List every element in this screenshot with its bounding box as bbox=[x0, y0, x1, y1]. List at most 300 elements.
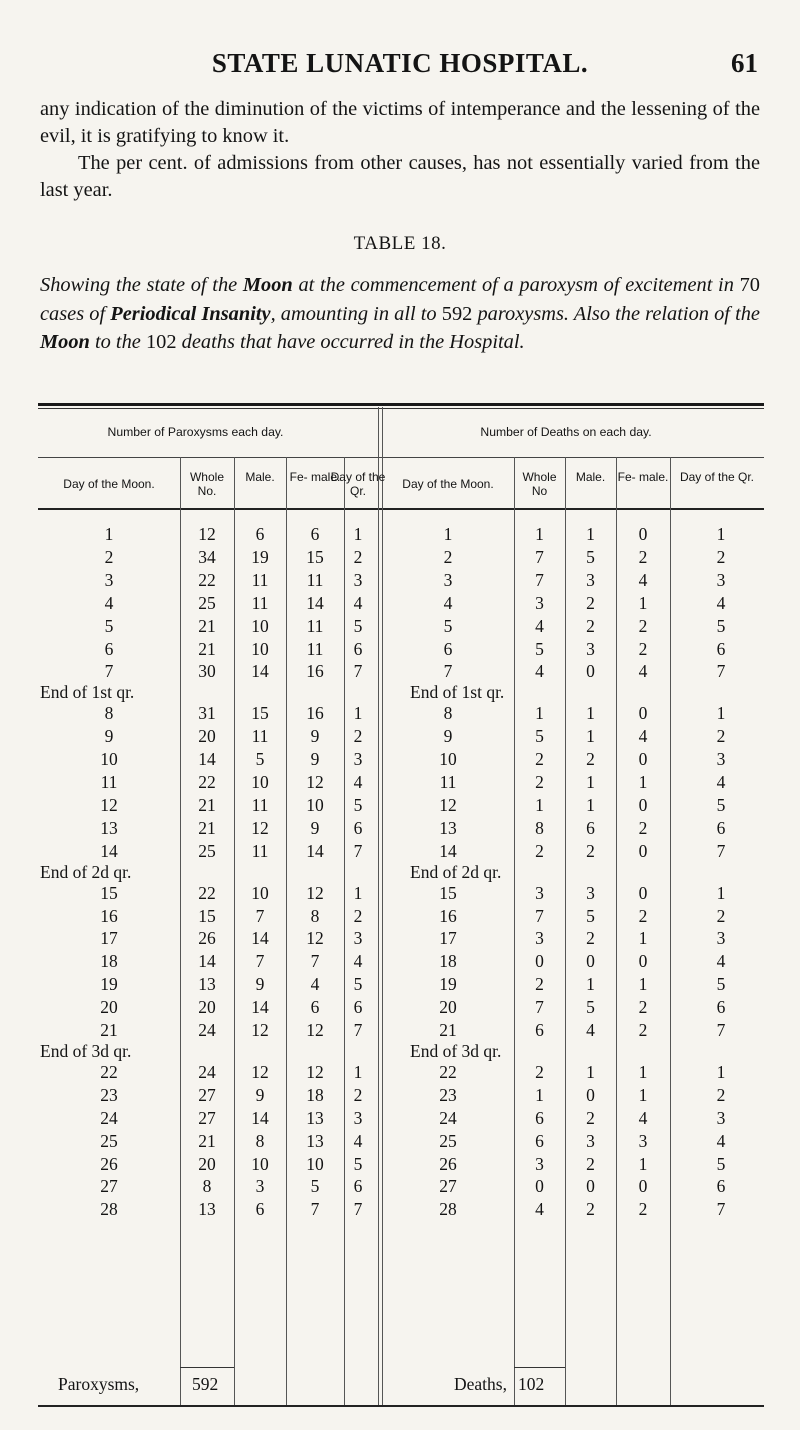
cell-left-whole-no: 15 bbox=[198, 905, 216, 926]
cell-left-male: 9 bbox=[255, 1084, 265, 1105]
cell-right-day-of-qr: 6 bbox=[716, 997, 726, 1018]
cell-right-male: 1 bbox=[586, 703, 595, 724]
cell-left-whole-no: 30 bbox=[198, 661, 216, 682]
cell-right-day-of-qr: 3 bbox=[716, 928, 726, 949]
cell-left-day-of-moon: 26 bbox=[100, 1153, 118, 1174]
cell-right-male: 1 bbox=[586, 794, 595, 815]
cell-right-whole-no: 3 bbox=[535, 592, 544, 613]
paragraph-admissions: The per cent. of admissions from other causes, has not essentially varied from the last year. bbox=[40, 152, 760, 201]
table-row bbox=[38, 794, 764, 817]
cell-right-day-of-moon: 7 bbox=[443, 661, 453, 682]
cell-right-whole-no: 2 bbox=[535, 749, 544, 770]
cell-left-day-of-qr: 6 bbox=[353, 1176, 363, 1197]
cell-right-female: 4 bbox=[638, 726, 648, 747]
total-deaths-label: Deaths, bbox=[454, 1374, 507, 1394]
caption-number: 70 bbox=[739, 274, 760, 296]
cell-left-whole-no: 24 bbox=[198, 1020, 216, 1040]
cell-left-female: 11 bbox=[306, 569, 324, 590]
cell-right-whole-no: 2 bbox=[535, 840, 544, 861]
table-row bbox=[38, 973, 764, 996]
table-rule bbox=[38, 403, 764, 406]
caption-text: Moon bbox=[40, 331, 90, 353]
caption-number: 592 bbox=[441, 302, 473, 325]
cell-left-male: 10 bbox=[251, 772, 269, 792]
cell-left-day-of-qr: 3 bbox=[353, 928, 363, 949]
cell-left-day-of-qr: 3 bbox=[353, 749, 363, 770]
cell-left-male: 14 bbox=[251, 661, 269, 682]
cell-left-day-of-moon: 20 bbox=[100, 997, 118, 1018]
cell-left-whole-no: 22 bbox=[198, 772, 216, 792]
cell-left-female: 10 bbox=[306, 1153, 324, 1174]
cell-left-male: 9 bbox=[255, 974, 265, 995]
cell-right-male: 3 bbox=[586, 569, 595, 590]
cell-left-day-of-moon: 19 bbox=[100, 974, 118, 995]
cell-right-male: 2 bbox=[586, 928, 595, 949]
cell-right-female: 1 bbox=[638, 772, 648, 792]
cell-left-whole-no: 21 bbox=[198, 1130, 216, 1151]
cell-left-day-of-moon: 23 bbox=[100, 1084, 118, 1105]
cell-left-male: 12 bbox=[251, 1061, 269, 1082]
cell-right-day-of-qr: 1 bbox=[716, 1061, 726, 1082]
cell-right-male: 4 bbox=[586, 1020, 595, 1040]
cell-right-female: 1 bbox=[638, 1153, 648, 1174]
cell-right-day-of-moon: 6 bbox=[443, 638, 453, 659]
cell-left-female: 9 bbox=[310, 726, 320, 747]
cell-left-day-of-moon: 14 bbox=[100, 840, 118, 861]
table-row bbox=[38, 1130, 764, 1153]
cell-right-day-of-qr: 7 bbox=[716, 840, 726, 861]
cell-right-female: 1 bbox=[638, 592, 648, 613]
cell-left-day-of-moon: 13 bbox=[100, 817, 118, 838]
cell-left-whole-no: 13 bbox=[198, 974, 216, 995]
quarter-end-label: End of 3d qr. bbox=[40, 1040, 132, 1061]
cell-right-day-of-qr: 2 bbox=[716, 726, 726, 747]
cell-right-male: 2 bbox=[586, 615, 595, 636]
header-right-male: Male. bbox=[575, 470, 606, 484]
table-row bbox=[38, 1153, 764, 1176]
cell-right-day-of-moon: 3 bbox=[443, 569, 453, 590]
cell-left-female: 6 bbox=[310, 997, 320, 1018]
cell-right-male: 1 bbox=[586, 1061, 595, 1082]
cell-left-whole-no: 22 bbox=[198, 569, 216, 590]
table-row bbox=[38, 1198, 764, 1221]
cell-right-day-of-qr: 7 bbox=[716, 661, 726, 682]
table-row bbox=[38, 660, 764, 683]
moon-table bbox=[38, 403, 764, 1423]
cell-left-whole-no: 21 bbox=[198, 817, 216, 838]
cell-left-whole-no: 20 bbox=[198, 1153, 216, 1174]
cell-left-day-of-qr: 4 bbox=[353, 772, 363, 792]
cell-right-day-of-qr: 1 bbox=[716, 882, 726, 903]
cell-left-male: 11 bbox=[251, 569, 269, 590]
cell-right-female: 0 bbox=[638, 882, 648, 903]
cell-right-male: 5 bbox=[586, 546, 595, 567]
cell-left-male: 15 bbox=[251, 703, 269, 724]
cell-right-male: 3 bbox=[586, 1130, 595, 1151]
cell-left-male: 11 bbox=[251, 726, 269, 747]
cell-left-whole-no: 14 bbox=[198, 951, 216, 972]
cell-left-male: 14 bbox=[251, 1107, 269, 1128]
table-rule bbox=[38, 1405, 764, 1407]
cell-left-female: 12 bbox=[306, 1020, 324, 1040]
table-row bbox=[38, 1107, 764, 1130]
cell-left-day-of-moon: 6 bbox=[104, 638, 114, 659]
table-row bbox=[38, 702, 764, 725]
cell-right-female: 0 bbox=[638, 794, 648, 815]
table-caption bbox=[40, 271, 760, 357]
header-left-day-of-moon: Day of the Moon. bbox=[63, 477, 155, 491]
cell-left-female: 14 bbox=[306, 592, 324, 613]
header-right-day-of-qr: Day of the Qr. bbox=[679, 470, 755, 484]
caption-text: Moon bbox=[242, 274, 293, 296]
cell-left-male: 7 bbox=[255, 951, 265, 972]
cell-left-female: 18 bbox=[306, 1084, 324, 1105]
caption-text: , amounting in all to bbox=[270, 302, 442, 325]
cell-right-female: 3 bbox=[638, 1130, 648, 1151]
cell-left-day-of-qr: 4 bbox=[353, 1130, 363, 1151]
cell-right-day-of-qr: 7 bbox=[716, 1020, 726, 1040]
caption-text: at the bbox=[292, 274, 351, 296]
cell-right-male: 6 bbox=[586, 817, 595, 838]
cell-right-whole-no: 1 bbox=[535, 794, 544, 815]
cell-left-day-of-qr: 5 bbox=[353, 615, 363, 636]
cell-left-male: 11 bbox=[251, 840, 269, 861]
cell-left-day-of-moon: 1 bbox=[104, 524, 114, 544]
cell-left-male: 6 bbox=[255, 524, 265, 544]
cell-right-male: 0 bbox=[586, 1084, 595, 1105]
cell-left-whole-no: 21 bbox=[198, 615, 216, 636]
cell-left-day-of-moon: 2 bbox=[104, 546, 114, 567]
cell-right-day-of-qr: 1 bbox=[716, 703, 726, 724]
cell-right-day-of-qr: 7 bbox=[716, 1199, 726, 1220]
cell-left-male: 12 bbox=[251, 1020, 269, 1040]
cell-right-day-of-moon: 1 bbox=[443, 524, 453, 544]
cell-right-whole-no: 7 bbox=[535, 905, 544, 926]
caption-number: 102 bbox=[145, 331, 177, 353]
table-rule bbox=[38, 457, 764, 458]
caption-text: paroxysm bbox=[519, 274, 598, 296]
cell-right-whole-no: 1 bbox=[535, 1084, 544, 1105]
cell-left-whole-no: 20 bbox=[198, 997, 216, 1018]
cell-right-day-of-moon: 28 bbox=[439, 1199, 457, 1220]
cell-left-day-of-qr: 7 bbox=[353, 661, 363, 682]
table-rule bbox=[38, 508, 764, 510]
total-rule bbox=[180, 1367, 234, 1368]
header-left-day-of-qr: Day of the Qr. bbox=[330, 470, 386, 498]
cell-right-day-of-moon: 5 bbox=[443, 615, 453, 636]
running-head-title: STATE LUNATIC HOSPITAL. bbox=[211, 48, 589, 78]
table-row bbox=[38, 1084, 764, 1107]
table-row bbox=[38, 546, 764, 569]
total-deaths-value: 102 bbox=[518, 1374, 545, 1394]
table-row bbox=[38, 927, 764, 950]
cell-left-female: 9 bbox=[310, 749, 320, 770]
table-title: TABLE 18. bbox=[353, 233, 447, 254]
cell-right-whole-no: 4 bbox=[535, 615, 544, 636]
cell-left-female: 14 bbox=[306, 840, 324, 861]
cell-right-day-of-qr: 6 bbox=[716, 1176, 726, 1197]
table-row bbox=[38, 950, 764, 973]
cell-right-male: 0 bbox=[586, 951, 595, 972]
cell-right-day-of-qr: 3 bbox=[716, 569, 726, 590]
cell-left-day-of-moon: 28 bbox=[100, 1199, 118, 1220]
cell-right-male: 2 bbox=[586, 840, 595, 861]
cell-right-day-of-moon: 18 bbox=[439, 951, 457, 972]
cell-right-female: 2 bbox=[638, 905, 648, 926]
cell-right-male: 2 bbox=[586, 749, 595, 770]
cell-left-female: 15 bbox=[306, 546, 324, 567]
cell-left-day-of-moon: 15 bbox=[100, 882, 118, 903]
header-left-male: Male. bbox=[245, 470, 275, 484]
cell-left-day-of-moon: 12 bbox=[100, 794, 118, 815]
cell-left-male: 14 bbox=[251, 928, 269, 949]
cell-right-whole-no: 0 bbox=[535, 1176, 544, 1197]
cell-left-female: 12 bbox=[306, 772, 324, 792]
table-row bbox=[38, 1019, 764, 1042]
cell-left-female: 9 bbox=[310, 817, 320, 838]
cell-right-female: 2 bbox=[638, 817, 648, 838]
cell-right-male: 3 bbox=[586, 638, 595, 659]
table-row bbox=[38, 905, 764, 928]
cell-right-male: 0 bbox=[586, 661, 595, 682]
cell-right-whole-no: 3 bbox=[535, 882, 544, 903]
table-row bbox=[38, 523, 764, 546]
body-text bbox=[40, 96, 760, 204]
cell-right-whole-no: 6 bbox=[535, 1020, 544, 1040]
paragraph-continued: any indication of the diminution of the victims of intemperance and the lessening of the evil, it is gratifying to know it. bbox=[40, 98, 760, 147]
cell-left-whole-no: 14 bbox=[198, 749, 216, 770]
cell-right-female: 0 bbox=[638, 749, 648, 770]
cell-left-female: 13 bbox=[306, 1107, 324, 1128]
cell-left-day-of-moon: 8 bbox=[104, 703, 114, 724]
cell-right-day-of-qr: 3 bbox=[716, 1107, 726, 1128]
cell-right-female: 4 bbox=[638, 569, 648, 590]
cell-right-male: 1 bbox=[586, 772, 595, 792]
cell-left-day-of-moon: 24 bbox=[100, 1107, 118, 1128]
cell-right-female: 4 bbox=[638, 1107, 648, 1128]
caption-text: paroxysms. Also the relation of the bbox=[472, 302, 760, 325]
cell-right-whole-no: 7 bbox=[535, 569, 544, 590]
cell-left-day-of-moon: 4 bbox=[104, 592, 114, 613]
total-rule bbox=[514, 1367, 565, 1368]
cell-left-day-of-moon: 18 bbox=[100, 951, 118, 972]
table-row bbox=[38, 1175, 764, 1198]
cell-right-day-of-moon: 4 bbox=[443, 592, 453, 613]
cell-left-female: 16 bbox=[306, 703, 324, 724]
cell-right-whole-no: 3 bbox=[535, 928, 544, 949]
cell-left-day-of-moon: 10 bbox=[100, 749, 118, 770]
cell-right-day-of-qr: 6 bbox=[716, 638, 726, 659]
cell-left-day-of-qr: 2 bbox=[353, 1084, 363, 1105]
cell-right-day-of-moon: 13 bbox=[439, 817, 457, 838]
cell-left-day-of-qr: 6 bbox=[353, 638, 363, 659]
cell-right-day-of-qr: 2 bbox=[716, 546, 726, 567]
cell-right-day-of-moon: 11 bbox=[439, 772, 457, 792]
header-right-whole-no: Whole No bbox=[522, 470, 557, 498]
table-row bbox=[38, 615, 764, 638]
caption-text: of a bbox=[476, 274, 520, 296]
cell-right-whole-no: 7 bbox=[535, 546, 544, 567]
cell-left-male: 10 bbox=[251, 1153, 269, 1174]
cell-right-female: 2 bbox=[638, 997, 648, 1018]
cell-left-day-of-moon: 27 bbox=[100, 1176, 118, 1197]
caption-text: to the bbox=[89, 331, 146, 353]
cell-left-day-of-qr: 5 bbox=[353, 974, 363, 995]
cell-left-day-of-qr: 6 bbox=[353, 997, 363, 1018]
cell-left-day-of-moon: 11 bbox=[100, 772, 118, 792]
caption-text: deaths that have occurred in the Hospital. bbox=[176, 331, 525, 353]
cell-right-male: 2 bbox=[586, 1107, 595, 1128]
cell-right-day-of-moon: 26 bbox=[439, 1153, 457, 1174]
cell-right-whole-no: 6 bbox=[535, 1107, 544, 1128]
cell-left-whole-no: 21 bbox=[198, 638, 216, 659]
cell-left-day-of-qr: 1 bbox=[353, 882, 363, 903]
cell-left-day-of-moon: 25 bbox=[100, 1130, 118, 1151]
cell-right-male: 1 bbox=[586, 524, 595, 544]
header-left-female: Fe- male. bbox=[289, 470, 341, 484]
cell-left-day-of-qr: 1 bbox=[353, 524, 363, 544]
cell-left-female: 12 bbox=[306, 882, 324, 903]
cell-right-day-of-qr: 2 bbox=[716, 905, 726, 926]
cell-left-male: 19 bbox=[251, 546, 269, 567]
cell-left-whole-no: 24 bbox=[198, 1061, 216, 1082]
table-row bbox=[38, 569, 764, 592]
cell-right-day-of-qr: 5 bbox=[716, 615, 726, 636]
cell-right-day-of-qr: 4 bbox=[716, 1130, 726, 1151]
cell-left-whole-no: 12 bbox=[198, 524, 216, 544]
header-right-day-of-moon: Day of the Moon. bbox=[402, 477, 494, 491]
cell-right-female: 0 bbox=[638, 951, 648, 972]
cell-left-whole-no: 26 bbox=[198, 928, 216, 949]
cell-left-male: 8 bbox=[255, 1130, 265, 1151]
running-head bbox=[42, 48, 758, 82]
total-paroxysms-value: 592 bbox=[192, 1374, 219, 1394]
cell-left-day-of-moon: 5 bbox=[104, 615, 114, 636]
header-right-female: Fe- male. bbox=[617, 470, 669, 484]
cell-right-male: 5 bbox=[586, 905, 595, 926]
cell-right-day-of-moon: 2 bbox=[443, 546, 453, 567]
cell-right-female: 2 bbox=[638, 615, 648, 636]
cell-right-whole-no: 8 bbox=[535, 817, 544, 838]
table-row bbox=[38, 840, 764, 863]
cell-left-whole-no: 27 bbox=[198, 1084, 216, 1105]
cell-left-female: 6 bbox=[310, 524, 320, 544]
cell-left-day-of-qr: 7 bbox=[353, 840, 363, 861]
cell-left-day-of-qr: 2 bbox=[353, 726, 363, 747]
cell-right-whole-no: 7 bbox=[535, 997, 544, 1018]
cell-right-whole-no: 2 bbox=[535, 974, 544, 995]
cell-left-day-of-qr: 1 bbox=[353, 1061, 363, 1082]
cell-left-male: 7 bbox=[255, 905, 265, 926]
cell-right-whole-no: 3 bbox=[535, 1153, 544, 1174]
cell-right-day-of-qr: 4 bbox=[716, 592, 726, 613]
table-row bbox=[38, 817, 764, 840]
cell-left-whole-no: 34 bbox=[198, 546, 216, 567]
cell-left-day-of-qr: 1 bbox=[353, 703, 363, 724]
caption-text: Periodical Insanity bbox=[110, 302, 271, 325]
cell-left-female: 7 bbox=[310, 1199, 320, 1220]
cell-left-male: 10 bbox=[251, 882, 269, 903]
cell-right-whole-no: 5 bbox=[535, 638, 544, 659]
cell-right-day-of-moon: 21 bbox=[439, 1020, 457, 1040]
header-left-whole-no: Whole No. bbox=[189, 470, 224, 498]
cell-left-day-of-moon: 16 bbox=[100, 905, 118, 926]
cell-left-female: 10 bbox=[306, 794, 324, 815]
group-header-deaths: Number of Deaths on each day. bbox=[480, 425, 652, 439]
caption-text: Showing the state of the bbox=[40, 274, 243, 296]
cell-left-day-of-qr: 4 bbox=[353, 592, 363, 613]
cell-right-day-of-moon: 27 bbox=[439, 1176, 457, 1197]
cell-right-day-of-qr: 1 bbox=[716, 524, 726, 544]
cell-right-female: 2 bbox=[638, 546, 648, 567]
cell-right-whole-no: 0 bbox=[535, 951, 544, 972]
cell-right-day-of-moon: 8 bbox=[443, 703, 453, 724]
cell-right-day-of-moon: 12 bbox=[439, 794, 457, 815]
cell-right-male: 3 bbox=[586, 882, 595, 903]
cell-right-day-of-moon: 15 bbox=[439, 882, 457, 903]
quarter-end-label: End of 1st qr. bbox=[410, 682, 505, 703]
cell-right-day-of-moon: 14 bbox=[439, 840, 457, 861]
cell-right-female: 2 bbox=[638, 1199, 648, 1220]
cell-right-whole-no: 5 bbox=[535, 726, 544, 747]
cell-left-day-of-qr: 2 bbox=[353, 905, 363, 926]
cell-right-day-of-moon: 20 bbox=[439, 997, 457, 1018]
cell-right-female: 1 bbox=[638, 928, 648, 949]
cell-right-day-of-moon: 10 bbox=[439, 749, 457, 770]
cell-left-whole-no: 25 bbox=[198, 840, 216, 861]
caption-text: commencement bbox=[350, 274, 477, 296]
cell-right-female: 1 bbox=[638, 1061, 648, 1082]
cell-right-male: 5 bbox=[586, 997, 595, 1018]
cell-left-female: 5 bbox=[310, 1176, 320, 1197]
cell-right-female: 1 bbox=[638, 974, 648, 995]
cell-right-male: 1 bbox=[586, 726, 595, 747]
cell-left-day-of-qr: 3 bbox=[353, 569, 363, 590]
cell-right-day-of-qr: 6 bbox=[716, 817, 726, 838]
cell-left-whole-no: 31 bbox=[198, 703, 216, 724]
cell-left-female: 12 bbox=[306, 928, 324, 949]
cell-right-day-of-qr: 3 bbox=[716, 749, 726, 770]
cell-left-day-of-qr: 4 bbox=[353, 951, 363, 972]
cell-right-whole-no: 2 bbox=[535, 1061, 544, 1082]
cell-left-day-of-moon: 17 bbox=[100, 928, 118, 949]
cell-left-whole-no: 20 bbox=[198, 726, 216, 747]
cell-right-day-of-qr: 2 bbox=[716, 1084, 726, 1105]
table-rule bbox=[38, 408, 764, 409]
cell-left-female: 7 bbox=[310, 951, 320, 972]
cell-right-whole-no: 4 bbox=[535, 1199, 544, 1220]
cell-left-day-of-moon: 7 bbox=[104, 661, 114, 682]
cell-right-female: 0 bbox=[638, 1176, 648, 1197]
cell-right-female: 0 bbox=[638, 524, 648, 544]
cell-right-day-of-qr: 4 bbox=[716, 951, 726, 972]
page-number: 61 bbox=[731, 48, 758, 78]
cell-right-day-of-qr: 4 bbox=[716, 772, 726, 792]
cell-left-female: 12 bbox=[306, 1061, 324, 1082]
cell-left-whole-no: 27 bbox=[198, 1107, 216, 1128]
quarter-end-label: End of 1st qr. bbox=[40, 682, 135, 703]
cell-left-whole-no: 22 bbox=[198, 882, 216, 903]
quarter-end-label: End of 3d qr. bbox=[410, 1040, 502, 1061]
cell-left-day-of-qr: 7 bbox=[353, 1199, 363, 1220]
cell-right-whole-no: 2 bbox=[535, 772, 544, 792]
cell-right-day-of-moon: 9 bbox=[443, 726, 453, 747]
cell-left-female: 13 bbox=[306, 1130, 324, 1151]
cell-right-whole-no: 1 bbox=[535, 524, 544, 544]
cell-left-female: 11 bbox=[306, 615, 324, 636]
group-header-paroxysms: Number of Paroxysms each day. bbox=[107, 425, 284, 439]
cell-right-female: 1 bbox=[638, 1084, 648, 1105]
